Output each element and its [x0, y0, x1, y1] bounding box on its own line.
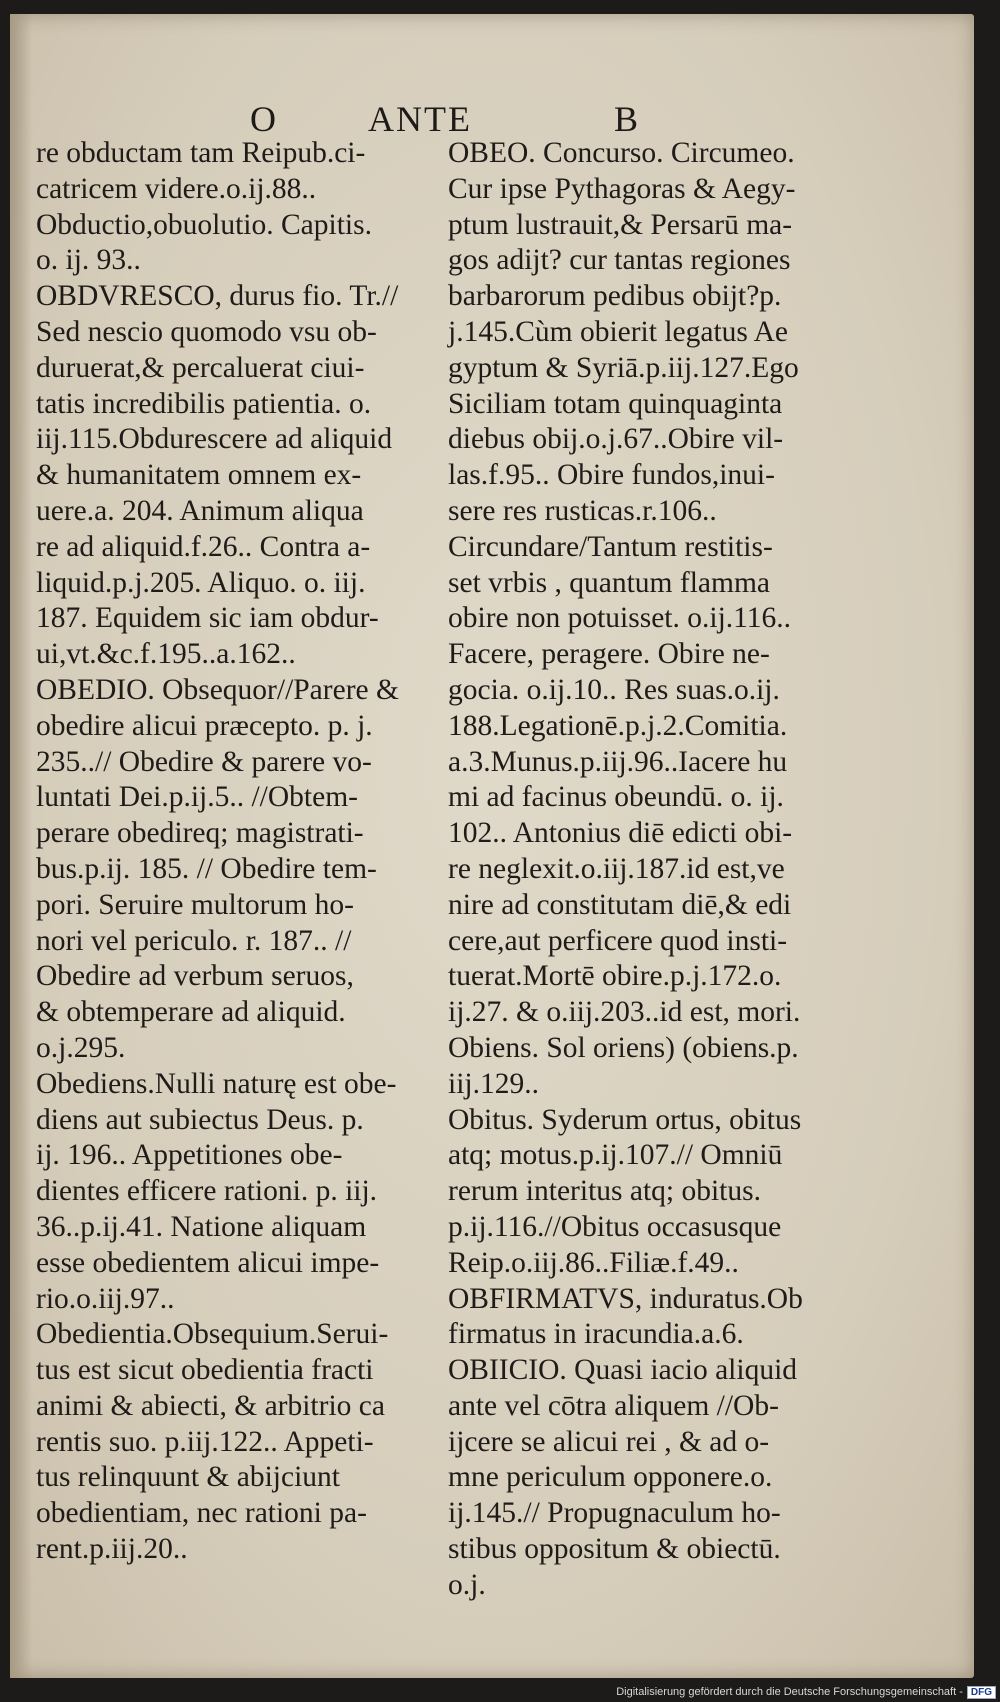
right-text-column	[448, 136, 858, 1604]
text-line: a.3.Munus.p.iij.96..Iacere hu	[448, 745, 788, 778]
text-line: Reip.o.iij.86..Filiæ.f.49..	[448, 1246, 739, 1279]
text-line: OBIICIO. Quasi iacio aliquid	[448, 1354, 798, 1387]
text-line: bus.p.ij. 185. // Obedire tem-	[36, 852, 377, 885]
text-line: & humanitatem omnem ex-	[36, 459, 362, 492]
text-line: tatis incredibilis patientia. o.	[36, 387, 372, 420]
text-line: Obediens.Nulli naturę est obe-	[36, 1067, 397, 1100]
text-line: re neglexit.o.iij.187.id est,ve	[448, 852, 785, 885]
left-text-column	[36, 136, 436, 1568]
text-line: 188.Legationē.p.j.2.Comitia.	[448, 709, 788, 742]
text-line: las.f.95.. Obire fundos,inui-	[448, 459, 775, 492]
text-line: Obiens. Sol oriens) (obiens.p.	[448, 1031, 799, 1064]
text-line: rerum interitus atq; obitus.	[448, 1175, 761, 1208]
text-line: Obedire ad verbum seruos,	[36, 960, 354, 993]
text-line: gyptum & Syriā.p.iij.127.Ego	[448, 351, 799, 384]
text-line: o. ij. 93..	[36, 244, 141, 277]
text-line: firmatus in iracundia.a.6.	[448, 1318, 744, 1351]
text-line: Obductio,obuolutio. Capitis.	[36, 208, 372, 241]
text-line: iij.115.Obdurescere ad aliquid	[36, 423, 393, 456]
text-line: sere res rusticas.r.106..	[448, 494, 717, 527]
text-line: p.ij.116.//Obitus occasusque	[448, 1210, 782, 1243]
text-line: obedientiam, nec rationi pa-	[36, 1497, 367, 1530]
text-line: duruerat,& percaluerat ciui-	[36, 351, 365, 384]
text-line: j.145.Cùm obierit legatus Ae	[448, 315, 789, 348]
digitization-footer	[0, 1686, 996, 1702]
text-line: tus relinquunt & abijciunt	[36, 1461, 340, 1494]
dfg-logo: DFG	[967, 1686, 996, 1699]
text-line: luntati Dei.p.ij.5.. //Obtem-	[36, 781, 358, 814]
text-line: Cur ipse Pythagoras & Aegy-	[448, 172, 796, 205]
text-line: 36..p.ij.41. Natione aliquam	[36, 1210, 367, 1243]
text-line: ptum lustrauit,& Persarū ma-	[448, 208, 793, 241]
text-line: catricem videre.o.ij.88..	[36, 172, 317, 205]
text-line: Facere, peragere. Obire ne-	[448, 638, 770, 671]
text-line: iij.129..	[448, 1067, 539, 1100]
footer-credit: Digitalisierung gefördert durch die Deutsche Forschungsgemeinschaft -	[616, 1686, 963, 1698]
text-line: barbarorum pedibus obijt?p.	[448, 280, 782, 313]
text-line: 102.. Antonius diē edicti obi-	[448, 817, 793, 850]
text-line: esse obedientem alicui impe-	[36, 1246, 380, 1279]
text-line: Circundare/Tantum restitis-	[448, 530, 773, 563]
text-line: diebus obij.o.j.67..Obire vil-	[448, 423, 784, 456]
text-line: animi & abiecti, & arbitrio ca	[36, 1389, 385, 1422]
text-line: ijcere se alicui rei , & ad o-	[448, 1425, 770, 1458]
text-line: rio.o.iij.97..	[36, 1282, 175, 1315]
text-line: dientes efficere rationi. p. iij.	[36, 1175, 378, 1208]
text-line: perare obedireq; magistrati-	[36, 817, 364, 850]
text-line: 187. Equidem sic iam obdur-	[36, 602, 379, 635]
text-line: OBEDIO. Obsequor//Parere &	[36, 673, 399, 706]
text-line: re ad aliquid.f.26.. Contra a-	[36, 530, 371, 563]
text-line: o.j.295.	[36, 1031, 126, 1064]
text-line: rentis suo. p.iij.122.. Appeti-	[36, 1425, 374, 1458]
text-line: pori. Seruire multorum ho-	[36, 888, 354, 921]
page-gutter-shadow	[10, 14, 32, 1678]
text-line: ij. 196.. Appetitiones obe-	[36, 1139, 343, 1172]
text-line: tuerat.Mortē obire.p.j.172.o.	[448, 960, 782, 993]
running-header	[240, 98, 660, 138]
header-word: ANTE	[368, 99, 472, 139]
text-line: cere,aut perficere quod insti-	[448, 924, 788, 957]
text-line: tus est sicut obedientia fracti	[36, 1354, 374, 1387]
text-line: diens aut subiectus Deus. p.	[36, 1103, 364, 1136]
text-line: atq; motus.p.ij.107.// Omniū	[448, 1139, 783, 1172]
text-line: liquid.p.j.205. Aliquo. o. iij.	[36, 566, 366, 599]
text-line: obire non potuisset. o.ij.116..	[448, 602, 792, 635]
text-line: mi ad facinus obeundū. o. ij.	[448, 781, 784, 814]
header-right-letter: B	[614, 99, 641, 139]
text-line: ante vel cōtra aliquem //Ob-	[448, 1389, 779, 1422]
text-line: OBDVRESCO, durus fio. Tr.//	[36, 280, 399, 313]
text-line: Obitus. Syderum ortus, obitus	[448, 1103, 802, 1136]
text-line: o.j.	[448, 1568, 486, 1601]
text-line: nire ad constitutam diē,& edi	[448, 888, 792, 921]
text-line: uere.a. 204. Animum aliqua	[36, 494, 364, 527]
text-line: stibus oppositum & obiectū.	[448, 1533, 781, 1566]
text-line: obedire alicui præcepto. p. j.	[36, 709, 373, 742]
text-line: OBEO. Concurso. Circumeo.	[448, 137, 795, 169]
text-line: mne periculum opponere.o.	[448, 1461, 773, 1494]
text-line: Obedientia.Obsequium.Serui-	[36, 1318, 389, 1351]
text-line: re obductam tam Reipub.ci-	[36, 137, 366, 169]
text-line: gocia. o.ij.10.. Res suas.o.ij.	[448, 673, 780, 706]
text-line: rent.p.iij.20..	[36, 1533, 188, 1566]
text-line: ui,vt.&c.f.195..a.162..	[36, 638, 296, 671]
text-line: Siciliam totam quinquaginta	[448, 387, 783, 420]
header-left-letter: O	[250, 99, 278, 139]
text-line: set vrbis , quantum flamma	[448, 566, 770, 599]
text-line: ij.27. & o.iij.203..id est, mori.	[448, 996, 801, 1029]
text-line: ij.145.// Propugnaculum ho-	[448, 1497, 781, 1530]
text-line: gos adijt? cur tantas regiones	[448, 244, 791, 277]
text-line: Sed nescio quomodo vsu ob-	[36, 315, 377, 348]
text-line: nori vel periculo. r. 187.. //	[36, 924, 352, 957]
text-line: & obtemperare ad aliquid.	[36, 996, 346, 1029]
text-line: 235..// Obedire & parere vo-	[36, 745, 372, 778]
text-line: OBFIRMATVS, induratus.Ob	[448, 1282, 803, 1315]
